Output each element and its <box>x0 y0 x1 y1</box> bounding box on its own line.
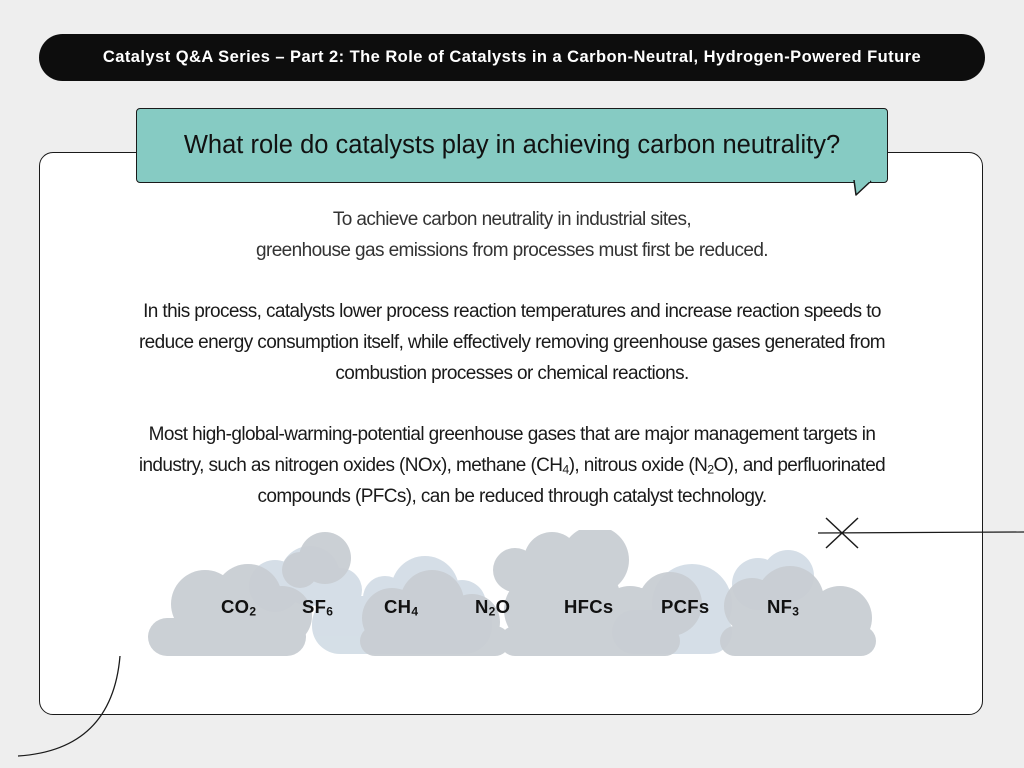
nitrous-oxide-subscript: 2 <box>707 462 714 477</box>
question-box <box>136 108 888 183</box>
gas-label-ch4: $CH_4$ <box>384 596 419 619</box>
gases-line-2-part-e: O), and perfluorinated <box>713 455 886 476</box>
gas-label-nf3: $NF_3$ <box>767 596 800 619</box>
gases-paragraph <box>60 419 964 512</box>
gases-line-1: Most high-global-warming-potential greenhouse gases that are major management targets in <box>148 424 876 445</box>
speech-bubble-tail-icon <box>852 180 876 198</box>
gas-label-hfcs: HFCs <box>564 596 614 617</box>
gases-line-2-part-c: ), nitrous oxide (N <box>568 455 708 476</box>
gas-label-co2: $CO_2$ <box>221 596 257 619</box>
intro-paragraph <box>60 204 964 266</box>
methane-subscript: 4 <box>562 462 569 477</box>
gases-line-2 <box>60 450 964 481</box>
gas-label-sf6: $SF_6$ <box>302 596 334 619</box>
intro-line-2: greenhouse gas emissions from processes must first be reduced. <box>256 240 768 261</box>
process-line-1: In this process, catalysts lower process reaction temperatures and increase reaction speeds to <box>143 301 881 322</box>
process-line-3: combustion processes or chemical reactions. <box>335 363 689 384</box>
question-text: What role do catalysts play in achieving carbon neutrality? <box>183 131 841 159</box>
intro-line-1: To achieve carbon neutrality in industrial sites, <box>332 209 692 230</box>
gas-label-n2o: $N_2O$ <box>475 596 511 619</box>
gases-line-2-part-a: industry, such as nitrogen oxides (NOx), methane (CH <box>138 455 563 476</box>
process-paragraph <box>60 296 964 389</box>
gas-label-pcfs: PCFs <box>661 596 710 617</box>
series-banner <box>39 34 985 81</box>
series-title: Catalyst Q&A Series – Part 2: The Role of Catalysts in a Carbon-Neutral, Hydrogen-Powered Future <box>102 48 922 66</box>
process-line-2: reduce energy consumption itself, while effectively removing greenhouse gases generated from <box>138 332 886 353</box>
decorative-arc <box>0 650 130 768</box>
gases-line-3: compounds (PFCs), can be reduced through catalyst technology. <box>257 486 767 507</box>
